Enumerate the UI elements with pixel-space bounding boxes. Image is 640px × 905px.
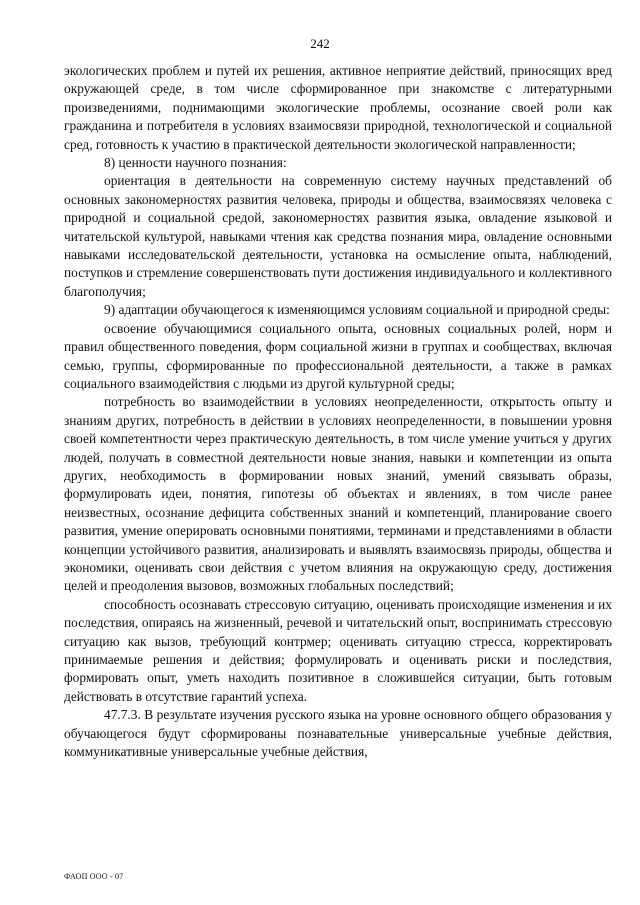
paragraph: экологических проблем и путей их решения, активное неприятие действий, приносящих вред окружающей среде, в том числе сформированное при знакомстве с литературными произведениями, поднимающими экологические проблемы, осознание своей роли как гражданина и потребителя в условиях взаимосвязи природной, технологической и социальной сред, готовность к участию в практической деятельности экологической направленности; <box>64 63 612 152</box>
page-number: 242 <box>310 36 330 51</box>
paragraph: 9) адаптации обучающегося к изменяющимся условиям социальной и природной среды: <box>104 302 610 318</box>
paragraph: 47.7.3. В результате изучения русского языка на уровне основного общего образования у обучающегося будут сформированы познавательные универсальные учебные действия, коммуникативные универсальные учебные действия, <box>64 707 612 760</box>
paragraph: способность осознавать стрессовую ситуацию, оценивать происходящие изменения и их последствия, опираясь на жизненный, речевой и читательский опыт, воспринимать стрессовую ситуацию как вызов, требующий контрмер; оценивать ситуацию стресса, корректировать принимаемые решения и действия; формулировать и оценивать риски и последствия, формировать опыт, уметь находить позитивное в сложившейся ситуации, быть готовым действовать в отсутствие гарантий успеха. <box>64 596 612 704</box>
paragraph: ориентация в деятельности на современную систему научных представлений об основных закономерностях развития человека, природы и общества, взаимосвязях человека с природной и социальной средой, закономерностях развития языка, овладение языковой и читательской культурой, навыками чтения как средства познания мира, овладение основными навыками исследовательской деятельности, установка на осмысление опыта, наблюдений, поступков и стремление совершенствовать пути достижения индивидуального и коллективного благополучия; <box>64 173 612 299</box>
paragraph: потребность во взаимодействии в условиях неопределенности, открытость опыту и знаниям других, потребность в действии в условиях неопределенности, в повышении уровня своей компетентности через практическую деятельность, в том числе умение учиться у других людей, получать в совместной деятельности новые знания, навыки и компетенции из опыта других, необходимость в формировании новых знаний, умений связывать образы, формулировать идеи, понятия, гипотезы об объектах и явлениях, в том числе ранее неизвестных, осознание дефицита собственных знаний и компетенций, планирование своего развития, умение оперировать основными понятиями, терминами и представлениями в области концепции устойчивого развития, анализировать и выявлять взаимосвязь природы, общества и экономики, оценивать свои действия с учетом влияния на окружающую среду, достижения целей и преодоления вызовов, возможных глобальных последствий; <box>64 394 612 594</box>
paragraph: 8) ценности научного познания: <box>104 155 287 171</box>
document-body <box>64 62 612 761</box>
footer-label: ФАОП ООО - 07 <box>64 872 124 881</box>
paragraph: освоение обучающимися социального опыта, основных социальных ролей, норм и правил общественного поведения, форм социальной жизни в группах и сообществах, включая семью, группы, сформированные по профессиональной деятельности, а также в рамках социального взаимодействия с людьми из другой культурной среды; <box>64 320 612 391</box>
